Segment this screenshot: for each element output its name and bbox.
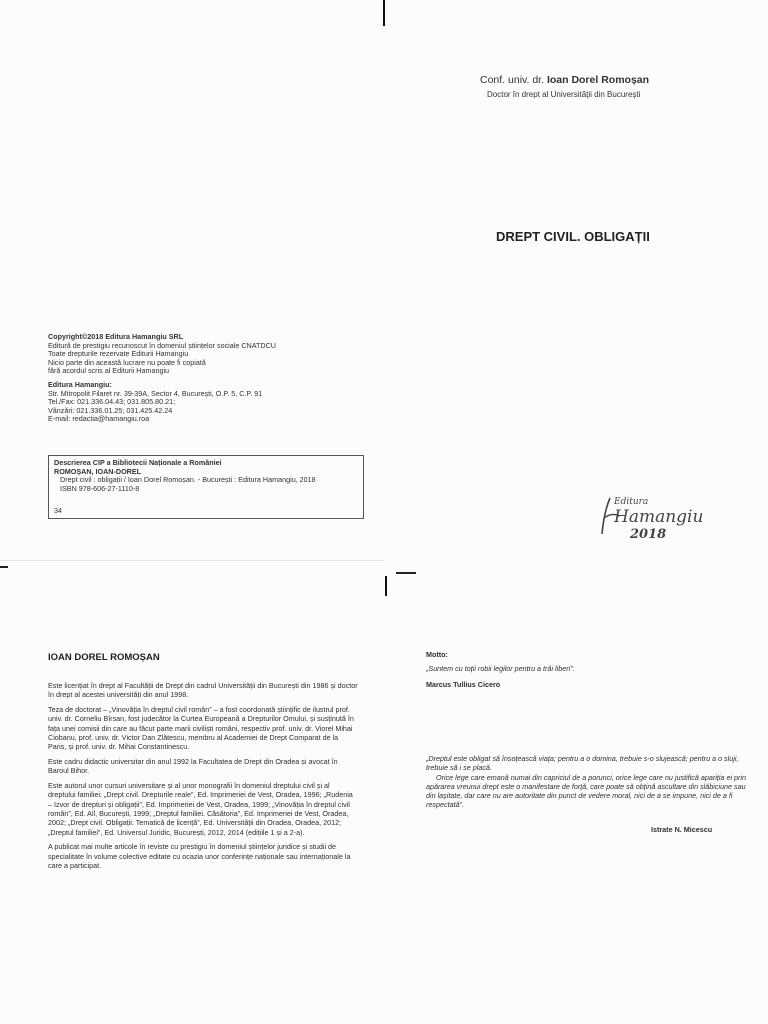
copyright-line: Toate drepturile rezervate Editurii Hamangiu	[48, 349, 189, 359]
binding-line-top	[383, 0, 385, 26]
copyright-line: Editură de prestigiu recunoscut în domeniul științelor sociale CNATDCU	[48, 340, 276, 350]
motto-quote: „Suntem cu toții robii legilor pentru a trăi liberi”.	[426, 664, 575, 674]
publisher-line: E-mail: redactia@hamangiu.roa	[48, 414, 150, 424]
bio-text	[48, 681, 358, 876]
logo-small-text: Editura	[614, 497, 649, 507]
copyright-line: Copyright©2018 Editura Hamangiu SRL	[48, 332, 184, 341]
binding-line-bottom	[385, 576, 387, 596]
bio-paragraph: A publicat mai multe articole în reviste cu prestigiu în domeniul științelor juridice și studii de specialitate în volume colective editate cu ocazia unor conferințe naționale sau internaționale la care a participat.	[48, 842, 351, 871]
bio-title: IOAN DOREL ROMOȘAN	[48, 652, 160, 663]
logo-year: 2018	[630, 527, 667, 540]
book-title: DREPT CIVIL. OBLIGAȚII	[496, 229, 650, 244]
motto-label: Motto:	[426, 650, 448, 659]
copyright-line: Nicio parte din această lucrare nu poate fi copiată	[48, 357, 206, 367]
publisher-logo-icon	[590, 490, 740, 540]
author-prefix: Conf. univ. dr.	[480, 74, 545, 86]
page-divider	[0, 560, 384, 561]
copyright-block	[48, 333, 348, 424]
bio-paragraph: Este licențiat în drept al Facultății de Drept din cadrul Universității din București din 1986 și doctor în drept al acestei universități din anul 1998.	[48, 681, 358, 700]
second-quote-p2: Orice lege care emană numai din capriciul de a porunci, orice lege care nu justifică apariția ei prin apărarea vreunui drept este o manifestare de forță, care poate să obțină ascultare din slăbiciune sau din lașitate, dar care nu are autoritate din punct de vedere moral, nici de a se impune, nici de a fi respectată”.	[426, 772, 747, 810]
cip-isbn: ISBN 978-606-27-1110-8	[60, 483, 140, 493]
publisher-logo	[590, 490, 740, 540]
crop-mark-left	[0, 566, 8, 568]
cip-heading: Descrierea CIP a Bibliotecii Naționale a României	[54, 458, 222, 467]
motto-signature: Marcus Tullius Cicero	[426, 679, 501, 689]
publisher-heading: Editura Hamangiu:	[48, 379, 112, 389]
author-line	[480, 74, 740, 86]
second-quote-p1: „Dreptul este obligat să însoțească viața; pentru a o domina, trebuie s-o slujească; pentru a o sluji, trebuie să i se placă.	[426, 754, 739, 773]
bio-paragraph: Este cadru didactic universitar din anul 1992 la Facultatea de Drept din Oradea și avocat în Baroul Bihor.	[48, 757, 338, 776]
bio-paragraph: Este autorul unor cursuri universitare și al unor monografii în domeniul dreptului civil și al dreptului familiei: „Drept civil. Drepturile reale”, Ed. Imprimeriei de Vest, Oradea, 1996; „Rudenia – Izvor de drepturi și obligații”, Ed. Imprimeriei de Vest, Oradea, 1999; „Vinovăția în dreptul civil român”, Ed. All, București, 1999; „Dreptul familiei. Căsătoria”, Ed. Imprimeriei de Vest, Oradea, 2002; „Drept civil. Obligații: Tematică de licență”, Ed. Universității din Oradea, Oradea, 2012; „Dreptul familiei”, Ed. Universul Juridic, București, 2012, 2014 (edițiile 1 și a 2-a).	[48, 781, 353, 837]
bio-paragraph: Teza de doctorat – „Vinovăția în dreptul civil român” – a fost coordonată științific de ilustrul prof. univ. dr. Corneliu Bîrsan, fost judecător la Curtea Europeană a Drepturilor Omului, și susținută în fața unei comisii din care au făcut parte marii civiliști români, respectiv prof. univ. dr. Viorel Mihai Ciobanu, prof. univ. dr. Victor Dan Zlătescu, membru al Academiei de Drept Comparat de la Paris, și prof. univ. dr. Mihai Constantinescu.	[48, 705, 354, 752]
cip-author: ROMOȘAN, IOAN-DOREL	[54, 466, 142, 476]
author-subtitle: Doctor în drept al Universității din București	[487, 90, 641, 99]
motto-block	[426, 650, 746, 689]
second-quote	[426, 754, 748, 810]
publisher-line: Tel./Fax: 021.336.04.43; 031.805.80.21;	[48, 397, 176, 407]
crop-mark-right	[396, 572, 416, 574]
publisher-line: Vânzări: 021.336.01.25; 031.425.42.24	[48, 405, 173, 415]
cip-number: 34	[54, 506, 62, 515]
logo-main-text: Hamangiu	[614, 507, 704, 527]
copyright-line: fără acordul scris al Editurii Hamangiu	[48, 366, 170, 376]
second-quote-signature: Istrate N. Micescu	[651, 825, 713, 834]
cip-description: Drept civil : obligații / Ioan Dorel Romoșan. - București : Editura Hamangiu, 2018	[60, 475, 316, 485]
author-name: Ioan Dorel Romoșan	[546, 74, 650, 86]
publisher-line: Str. Mitropolit Filaret nr. 39-39A, Sector 4, București, O.P. 5, C.P. 91	[48, 388, 263, 398]
cip-box	[48, 455, 364, 519]
